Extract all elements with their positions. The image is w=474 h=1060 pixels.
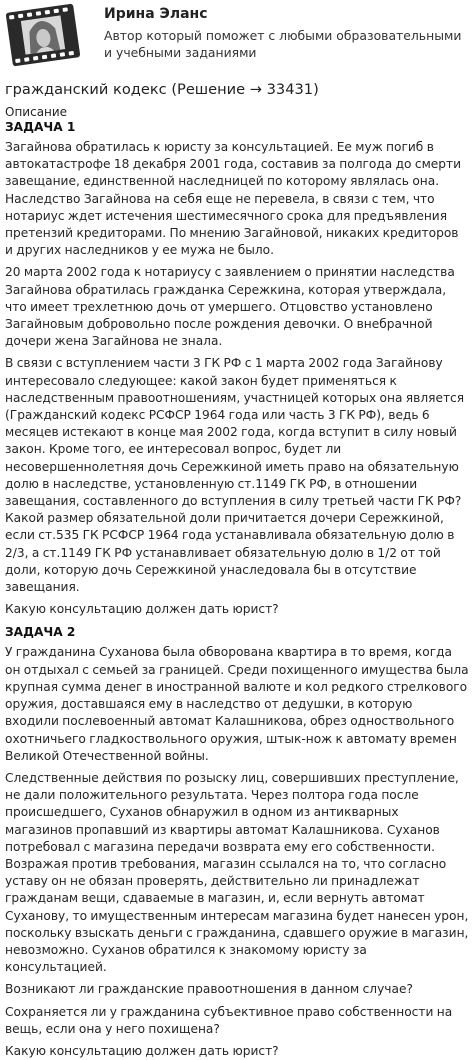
author-name[interactable]: Ирина Эланс [104,6,208,22]
task1-paragraph: 20 марта 2002 года к нотариусу с заявлением о принятии наследства Загайнова обратилась гражданка Сережкина, которая утверждала, что имеет трехлетнюю дочь от умершего. Отцовство установлено Загайновым добровольно после рождения девочки. О внебрачной дочери жена Загайнова не знала. [5,265,455,349]
task2-heading: ЗАДАЧА 2 [5,625,76,640]
task2-question: Сохраняется ли у гражданина субъективное право собственности на вещь, если она у него похищена? [5,1004,453,1036]
task2-paragraph: У гражданина Суханова была обворована квартира в то время, когда он отдыхал с семьей за границей. Среди похищенного имущества была крупная сумма денег в иностранной валюте и кол редкого стрелкового оружия, доставшаяся ему в наследство от дедушки, в которую входили послевоенный автомат Калашникова, обрез одноствольного охотничьего гладкоствольного оружия, штык-нож к автомату времен Великой Отечественной войны. [5,645,469,763]
task2-question: Возникают ли гражданские правоотношения в данном случае? [5,982,413,997]
task1-question: Какую консультацию должен дать юрист? [5,602,279,617]
task1-paragraph: Загайнова обратилась к юристу за консультацией. Ее муж погиб в автокатастрофе 18 декабря 2001 года, составив за полгода до смерти завещание, единственной наследницей по которому являлась она. Наследство Загайнова на себя еще не перевела, в связи с тем, что нотариус ждет истечения шестимесячного срока для предъявления претензий кредиторами. По мнению Загайновой, никаких кредиторов и других наследников у ее мужа не было. [5,140,462,258]
subject-title: гражданский кодекс (Решение → 33431) [5,81,319,98]
task1-paragraph: В связи с вступлением части 3 ГК РФ с 1 марта 2002 года Загайнову интересовало следующее: какой закон будет применяться к наследственным правоотношениям, участницей которых она является (Гражданский кодекс РСФСР 1964 года или часть 3 ГК РФ), ведь 6 месяцев истекают в конце мая 2002 года, когда вступит в силу новый закон. Кроме того, ее интересовал вопрос, будет ли несовершеннолетняя дочь Сережкиной иметь право на обязательную долю в наследстве, установленную ст.1149 ГК РФ, в отношении завещания, составленного до вступления в силу третьей части ГК РФ? Какой размер обязательной доли причитается дочери Сережкиной, если ст.535 ГК РСФСР 1964 года устанавливала обязательную долю в 2/3, а ст.1149 ГК РФ устанавливает обязательную долю в 1/2 от той доли, которую дочь Сережкиной унаследовала бы в отсутствие завещания. [5,356,465,595]
description-label: Описание [5,105,68,119]
author-header [0,0,474,72]
author-description: Автор который поможет с любыми образовательными и учебными заданиями [104,28,462,60]
film-frame-avatar-image [3,2,83,68]
task2-question: Какую консультацию должен дать юрист? [5,1043,279,1058]
task2-paragraph: Следственные действия по розыску лиц, совершивших преступление, не дали положительного результата. Через полтора года после происшедшего, Суханов обнаружил в одном из антикварных магазинов пропавший из квартиры автомат Калашникова. Суханов потребовал с магазина передачи возврата ему его собственности. Возражая против требования, магазин ссылался на то, что согласно уставу он не обязан проверять, действительно ли принадлежат гражданам вещи, сдаваемые в магазин, и, если вернуть автомат Суханову, то имущественным интересам магазина будет нанесен урон, поскольку взыскать деньги с гражданина, сдавшего оружие в магазин, невозможно. Суханов обратился к знакомому юристу за консультацией. [5,770,469,975]
document-content [5,80,469,1060]
author-avatar[interactable] [3,2,83,68]
task1-heading: ЗАДАЧА 1 [5,120,76,134]
